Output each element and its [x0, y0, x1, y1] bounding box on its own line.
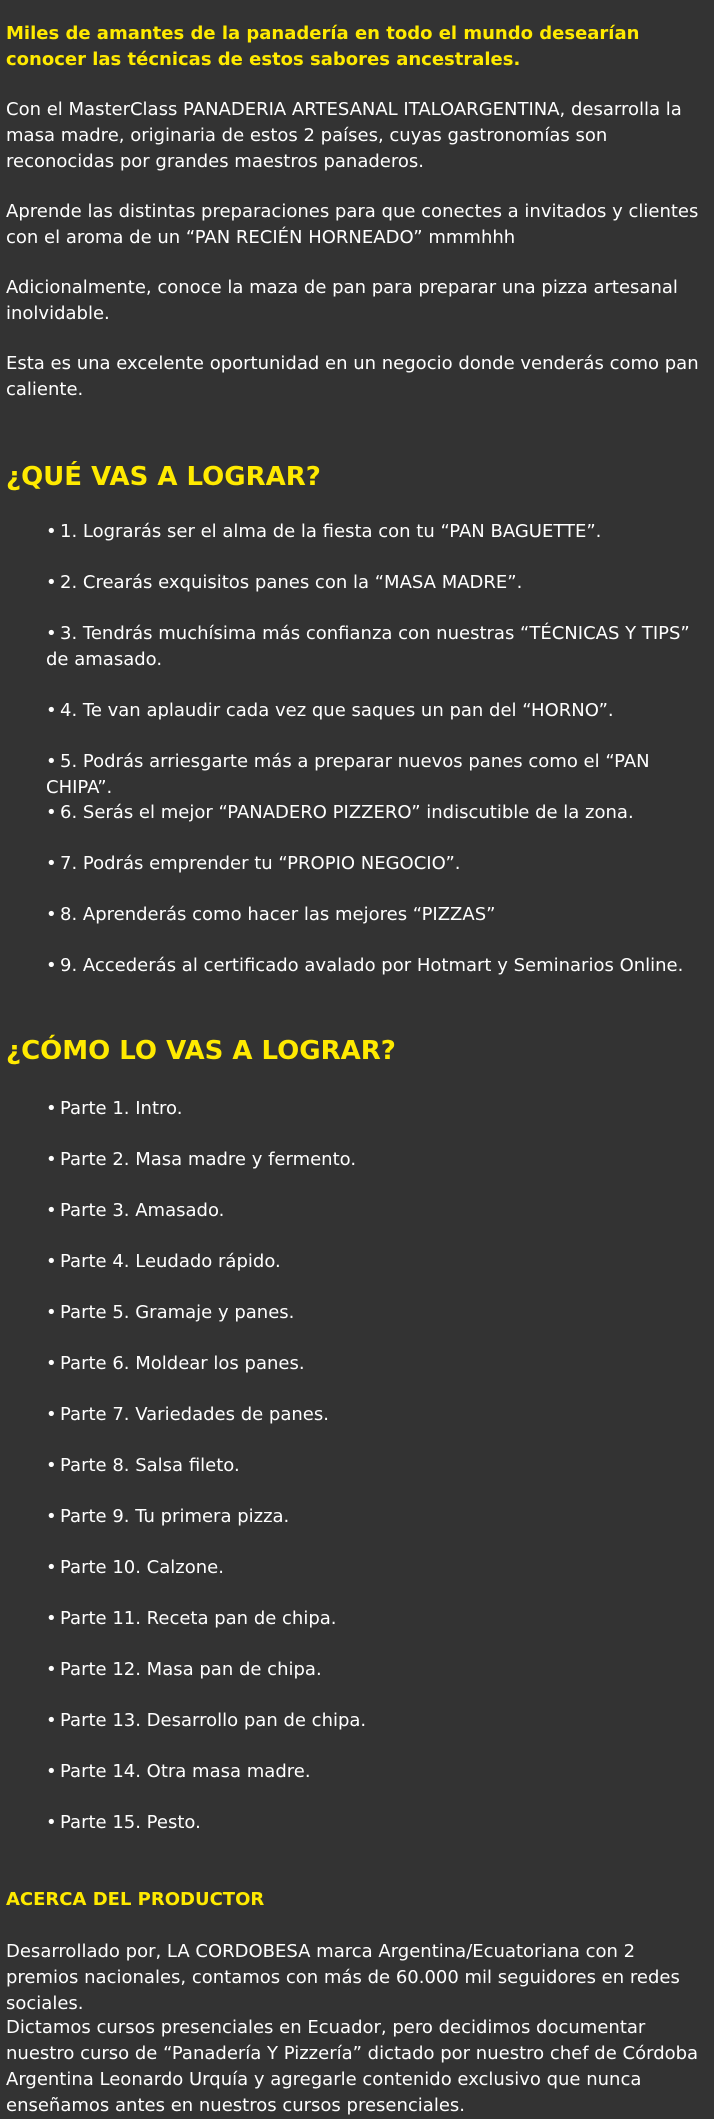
bullet-glyph: • [46, 1506, 57, 1527]
section-title-acerca-del-productor: ACERCA DEL PRODUCTOR [6, 1889, 265, 1910]
bullet-glyph: • [46, 1659, 57, 1680]
list-item-text: Parte 3. Amasado. [60, 1200, 225, 1221]
list-item-text: 5. Podrás arriesgarte más a preparar nuevos panes como el “PAN CHIPA”. [46, 751, 650, 798]
list-item [46, 800, 706, 826]
list-item [46, 1708, 706, 1734]
list-item [46, 1657, 706, 1683]
intro-paragraph-oportunidad: Esta es una excelente oportunidad en un negocio donde venderás como pan caliente. [6, 353, 699, 400]
bullet-glyph: • [46, 1353, 57, 1374]
bullet-glyph: • [46, 955, 57, 976]
list-item [46, 1810, 706, 1836]
bullet-glyph: • [46, 1251, 57, 1272]
bullet-glyph: • [46, 904, 57, 925]
list-item-text: Parte 8. Salsa fileto. [60, 1455, 240, 1476]
bullet-glyph: • [46, 1098, 57, 1119]
bullet-glyph: • [46, 802, 57, 823]
list-item-text: 6. Serás el mejor “PANADERO PIZZERO” indiscutible de la zona. [60, 802, 634, 823]
list-item-text: 9. Accederás al certificado avalado por Hotmart y Seminarios Online. [60, 955, 684, 976]
list-item-text: Parte 4. Leudado rápido. [60, 1251, 281, 1272]
list-item [46, 1249, 706, 1275]
list-item [46, 851, 706, 877]
bullet-glyph: • [46, 623, 57, 644]
list-item-text: 8. Aprenderás como hacer las mejores “PIZZAS” [60, 904, 496, 925]
list-item [46, 1504, 706, 1530]
list-item-text: 3. Tendrás muchísima más confianza con nuestras “TÉCNICAS Y TIPS” de amasado. [46, 623, 690, 670]
list-item-text: Parte 11. Receta pan de chipa. [60, 1608, 337, 1629]
bullet-glyph: • [46, 1557, 57, 1578]
intro-paragraph-masterclass: Con el MasterClass PANADERIA ARTESANAL ITALOARGENTINA, desarrolla la masa madre, originaria de estos 2 países, cuyas gastronomías son reconocidas por grandes maestros panaderos. [6, 99, 682, 172]
list-item-text: 7. Podrás emprender tu “PROPIO NEGOCIO”. [60, 853, 461, 874]
list-item-text: Parte 9. Tu primera pizza. [60, 1506, 290, 1527]
intro-paragraph-preparaciones: Aprende las distintas preparaciones para que conectes a invitados y clientes con el aroma de un “PAN RECIÉN HORNEADO” mmmhhh [6, 201, 699, 248]
bullet-glyph: • [46, 572, 57, 593]
list-item [46, 1351, 706, 1377]
list-item-text: 1. Lograrás ser el alma de la fiesta con tu “PAN BAGUETTE”. [60, 521, 602, 542]
list-item-text: 2. Crearás exquisitos panes con la “MASA MADRE”. [60, 572, 523, 593]
section-title-como-lo-vas-a-lograr: ¿CÓMO LO VAS A LOGRAR? [6, 1036, 396, 1066]
bullet-glyph: • [46, 1608, 57, 1629]
list-item-text: Parte 1. Intro. [60, 1098, 183, 1119]
productor-paragraph-marca: Desarrollado por, LA CORDOBESA marca Argentina/Ecuatoriana con 2 premios nacionales, contamos con más de 60.000 mil seguidores en redes sociales. [6, 1941, 680, 2014]
section-title-que-vas-a-lograr: ¿QUÉ VAS A LOGRAR? [6, 462, 321, 492]
bullet-glyph: • [46, 751, 57, 772]
bullet-glyph: • [46, 1302, 57, 1323]
list-item-text: Parte 7. Variedades de panes. [60, 1404, 329, 1425]
list-item [46, 570, 706, 596]
bullet-glyph: • [46, 1200, 57, 1221]
list-item-text: Parte 6. Moldear los panes. [60, 1353, 305, 1374]
list-item-text: Parte 15. Pesto. [60, 1812, 201, 1833]
list-item [46, 621, 706, 673]
list-item-text: Parte 5. Gramaje y panes. [60, 1302, 295, 1323]
list-item [46, 1096, 706, 1122]
list-item [46, 698, 706, 724]
bullet-glyph: • [46, 700, 57, 721]
bullet-glyph: • [46, 853, 57, 874]
list-item [46, 1606, 706, 1632]
intro-highlight-text: Miles de amantes de la panadería en todo el mundo desearían conocer las técnicas de estos sabores ancestrales. [6, 23, 640, 70]
intro-paragraph-pizza: Adicionalmente, conoce la maza de pan para preparar una pizza artesanal inolvidable. [6, 277, 678, 324]
list-item [46, 1147, 706, 1173]
bullet-glyph: • [46, 1149, 57, 1170]
list-item [46, 1300, 706, 1326]
list-item [46, 953, 706, 979]
list-item-text: Parte 10. Calzone. [60, 1557, 224, 1578]
list-item [46, 1759, 706, 1785]
list-item-text: Parte 14. Otra masa madre. [60, 1761, 311, 1782]
list-item [46, 1453, 706, 1479]
bullet-glyph: • [46, 1455, 57, 1476]
list-item-text: 4. Te van aplaudir cada vez que saques un pan del “HORNO”. [60, 700, 614, 721]
list-item [46, 749, 706, 801]
list-item-text: Parte 12. Masa pan de chipa. [60, 1659, 322, 1680]
productor-paragraph-cursos: Dictamos cursos presenciales en Ecuador, pero decidimos documentar nuestro curso de “Panadería Y Pizzería” dictado por nuestro chef de Córdoba Argentina Leonardo Urquía y agregarle contenido exclusivo que nunca enseñamos antes en nuestros cursos presenciales. [6, 2017, 699, 2116]
list-item [46, 1198, 706, 1224]
list-item [46, 1402, 706, 1428]
list-item [46, 519, 706, 545]
list-item-text: Parte 13. Desarrollo pan de chipa. [60, 1710, 367, 1731]
bullet-glyph: • [46, 1404, 57, 1425]
bullet-glyph: • [46, 1812, 57, 1833]
list-item [46, 1555, 706, 1581]
list-item-text: Parte 2. Masa madre y fermento. [60, 1149, 357, 1170]
bullet-glyph: • [46, 1761, 57, 1782]
bullet-glyph: • [46, 1710, 57, 1731]
list-item [46, 902, 706, 928]
bullet-glyph: • [46, 521, 57, 542]
